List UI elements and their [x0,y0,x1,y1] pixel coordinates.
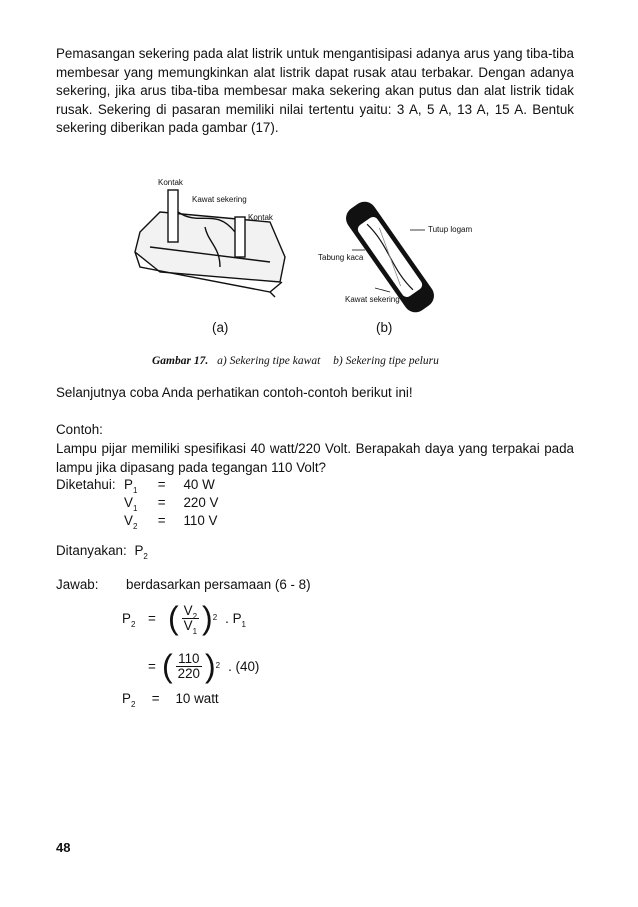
known-row-v1 [124,494,218,512]
eq2-eq: = [148,658,156,674]
eq3-value: 10 watt [175,691,219,706]
equation-2: = ( $\frac{110}{220}$ ) 2 . (40) [148,648,260,684]
fuse-illustration [120,172,520,342]
known-eq: = [157,495,166,510]
caption-b: b) Sekering tipe peluru [333,355,439,367]
asked-label: Ditanyakan: [56,543,127,558]
paren-close: ) [202,600,213,636]
paren-open: ( [168,600,179,636]
equation-3 [122,690,219,708]
known-symbol: $V_1$ [124,495,138,513]
intro-paragraph: Pemasangan sekering pada alat listrik untuk mengantisipasi adanya arus yang tiba-tiba membesar yang memungkinkan alat listrik dapat rusak atau terbakar. Dengan adanya sekering, jika arus tiba-tiba membesar maka sekering akan putus dan alat listrik tidak rusak. Sekering di pasaran memiliki nilai tertentu yaitu: 3 A, 5 A, 13 A, 15 A. Bentuk sekering diberikan pada gambar (17). [56,46,574,135]
eq2-fraction: $\frac{110}{220}$ [177,650,200,681]
eq3-eq: = [151,691,160,706]
page-number: 48 [56,840,71,855]
known-value: 220 V [183,495,219,510]
subfigure-label-b: (b) [376,320,393,335]
known-label: Diketahui: [56,477,116,492]
label-kontak-top: Kontak [158,178,183,187]
known-list [124,476,218,530]
label-kawat-sekering-b: Kawat sekering [345,295,400,304]
label-kontak-right: Kontak [248,213,273,222]
eq1-lhs: $P_2$ [122,610,136,629]
answer-text: berdasarkan persamaan (6 - 8) [126,577,311,592]
eq1-tail: . $P_1$ [225,610,246,629]
known-row-v2 [124,512,218,530]
asked-symbol: $P_2$ [134,543,148,561]
known-eq: = [157,513,166,528]
label-tabung-kaca: Tabung kaca [318,253,364,262]
label-kawat-sekering-a: Kawat sekering [192,195,247,204]
figure-caption [152,355,439,367]
known-value: 110 V [183,513,218,528]
eq1-fraction: $\frac{V_2}{V_1}$ [183,602,198,636]
subfigure-label-a: (a) [212,320,229,335]
label-tutup-logam: Tutup logam [428,225,473,234]
equation-1: $P_2$ = ( $\frac{V_2}{V_1}$ ) 2 . $P_1$ [122,600,246,636]
wire-fuse-drawing [135,190,285,297]
example-question: Lampu pijar memiliki spesifikasi 40 watt/220 Volt. Berapakah daya yang terpakai pada lampu jika dipasang pada tegangan 110 Volt? [56,441,574,475]
known-eq: = [157,477,166,492]
next-line: Selanjutnya coba Anda perhatikan contoh-contoh berikut ini! [56,385,413,400]
known-value: 40 W [183,477,215,492]
paren-close: ) [205,648,216,684]
known-symbol: $P_1$ [124,477,138,495]
caption-a: a) Sekering tipe kawat [217,355,321,367]
eq3-lhs: $P_2$ [122,691,136,709]
known-symbol: $V_2$ [124,513,138,531]
figure-17 [120,172,520,342]
answer-label: Jawab: [56,577,99,592]
caption-label: Gambar 17. [152,355,209,367]
known-row-p1 [124,476,218,494]
eq2-tail: . (40) [228,658,260,674]
example-heading: Contoh: [56,422,103,437]
eq1-eq: = [148,610,156,626]
paren-open: ( [162,648,173,684]
asked-line [56,542,148,560]
